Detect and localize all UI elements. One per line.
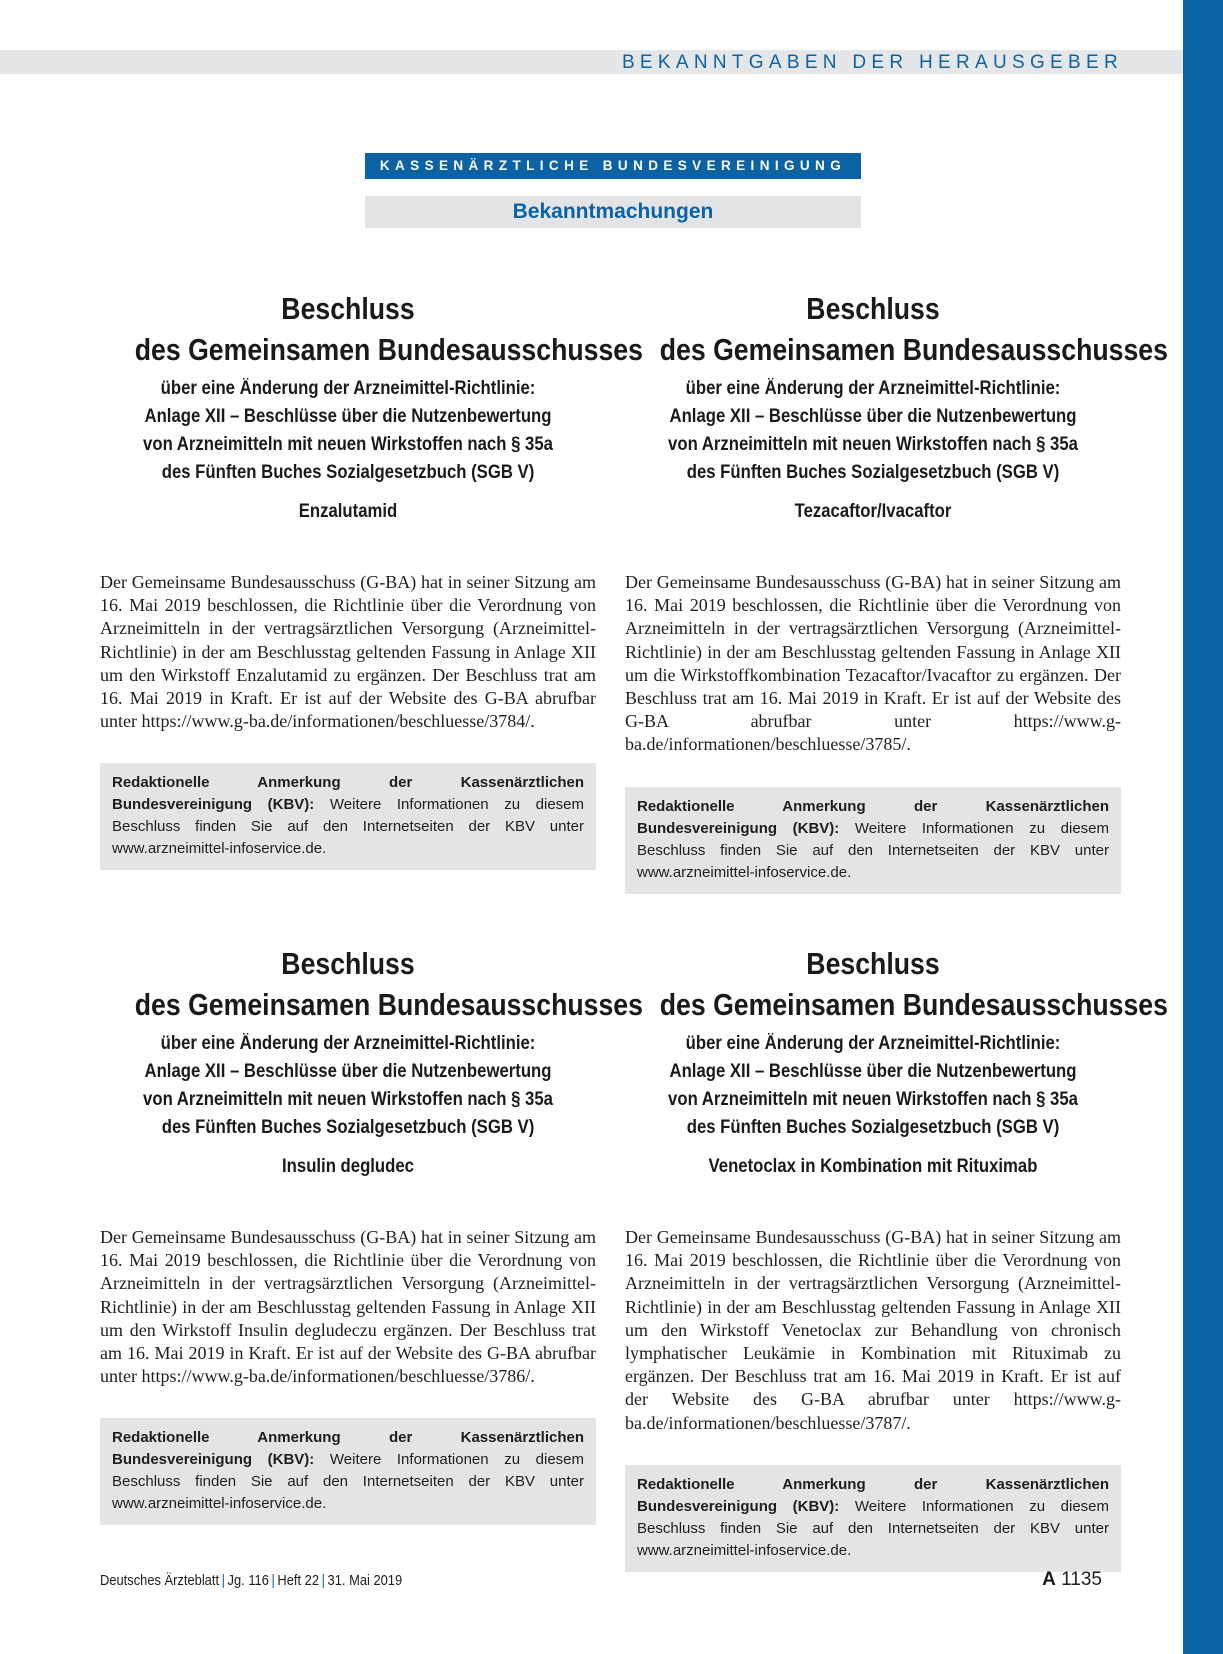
article-body: Der Gemeinsame Bundesausschuss (G-BA) hat in seiner Sitzung am 16. Mai 2019 beschlossen, die Richtlinie über die Verordnung von Arzneimitteln in der vertragsärztlichen Versorgung (Arzneimittel-Richtlinie) in der am Beschlusstag geltenden Fassung in Anlage XII um den Wirkstoff Insulin degludeczu ergänzen. Der Beschluss trat am 16. Mai 2019 in Kraft. Er ist auf der Website des G-BA abrufbar unter https://www.g-ba.de/informationen/beschluesse/3786/. (100, 1227, 596, 1387)
drug-name: Venetoclax in Kombination mit Rituximab (708, 1156, 1038, 1177)
editorial-note-lead: Redaktionelle Anmerkung der Kassenärztlichen Bundesvereinigung (KBV): (112, 774, 584, 814)
editorial-note-text: Weitere Informationen zu diesem Beschluss finden Sie auf den Internetseiten der KBV unter www.arzneimittel-infoservice.de. (112, 1451, 585, 1513)
drug-name: Insulin degludec (282, 1156, 414, 1177)
article-body: Der Gemeinsame Bundesausschuss (G-BA) hat in seiner Sitzung am 16. Mai 2019 beschlossen, die Richtlinie über die Verordnung von Arzneimitteln in der vertragsärztlichen Versorgung (Arzneimittel-Richtlinie) in der am Beschlusstag geltenden Fassung in Anlage XII um den Wirkstoff Enzalutamid zu ergänzen. Der Beschluss trat am 16. Mai 2019 in Kraft. Er ist auf der Website des G-BA abrufbar unter https://www.g-ba.de/informationen/beschluesse/3784/. (100, 572, 596, 732)
footer-citation (100, 1572, 402, 1589)
journal-issue: Heft 22 (277, 1572, 320, 1589)
article-subtitle-line: über eine Änderung der Arzneimittel-Richtlinie: (685, 378, 1061, 399)
article-subtitle-line: des Fünften Buches Sozialgesetzbuch (SGB V) (161, 462, 535, 483)
announcement-article (625, 288, 1168, 894)
drug-name: Enzalutamid (298, 501, 398, 522)
editorial-note (100, 1418, 596, 1525)
article-subtitle-line: des Fünften Buches Sozialgesetzbuch (SGB V) (686, 1117, 1060, 1138)
announcement-article (100, 288, 643, 870)
page-number (1042, 1569, 1102, 1591)
editorial-note (100, 763, 596, 870)
editorial-note (625, 1465, 1121, 1572)
footer-separator: | (271, 1572, 275, 1589)
article-subtitle-line: von Arzneimitteln mit neuen Wirkstoffen nach § 35a (143, 1089, 553, 1110)
category-banner: Bekanntmachungen (365, 196, 861, 228)
page-prefix: A (1042, 1569, 1056, 1590)
journal-date: 31. Mai 2019 (327, 1572, 403, 1589)
article-title-line: Beschluss (806, 291, 940, 326)
editorial-note (625, 787, 1121, 894)
article-title-line: des Gemeinsamen Bundesausschusses (659, 987, 1168, 1022)
article-subtitle-line: über eine Änderung der Arzneimittel-Richtlinie: (160, 1033, 536, 1054)
announcement-article (100, 943, 643, 1525)
journal-name: Deutsches Ärzteblatt (100, 1572, 220, 1589)
footer-separator: | (321, 1572, 325, 1589)
article-subtitle-line: von Arzneimitteln mit neuen Wirkstoffen nach § 35a (668, 434, 1078, 455)
article-subtitle-line: Anlage XII – Beschlüsse über die Nutzenbewertung (144, 406, 552, 427)
organization-banner: KASSENÄRZTLICHE BUNDESVEREINIGUNG (365, 153, 861, 179)
editorial-note-text: Weitere Informationen zu diesem Beschluss finden Sie auf den Internetseiten der KBV unter www.arzneimittel-infoservice.de. (112, 796, 585, 858)
article-body: Der Gemeinsame Bundesausschuss (G-BA) hat in seiner Sitzung am 16. Mai 2019 beschlossen, die Richtlinie über die Verordnung von Arzneimitteln in der vertragsärztlichen Versorgung (Arzneimittel-Richtlinie) in der am Beschlusstag geltenden Fassung in Anlage XII um die Wirkstoffkombination Tezacaftor/Ivacaftor zu ergänzen. Der Beschluss trat am 16. Mai 2019 in Kraft. Er ist auf der Website des G-BA abrufbar unter https://www.g-ba.de/informationen/beschluesse/3785/. (625, 572, 1121, 755)
editorial-note-lead: Redaktionelle Anmerkung der Kassenärztlichen Bundesvereinigung (KBV): (637, 1475, 1109, 1515)
article-subtitle-line: von Arzneimitteln mit neuen Wirkstoffen nach § 35a (668, 1089, 1078, 1110)
article-subtitle-line: über eine Änderung der Arzneimittel-Richtlinie: (685, 1033, 1061, 1054)
announcement-article (625, 943, 1168, 1572)
article-body: Der Gemeinsame Bundesausschuss (G-BA) hat in seiner Sitzung am 16. Mai 2019 beschlossen, die Richtlinie über die Verordnung von Arzneimitteln in der vertragsärztlichen Versorgung (Arzneimittel-Richtlinie) in der am Beschlusstag geltenden Fassung in Anlage XII um den Wirkstoff Venetoclax zur Behandlung von chronisch lymphatischer Leukämie in Kombination mit Rituximab zu ergänzen. Der Beschluss trat am 16. Mai 2019 in Kraft. Er ist auf der Website des G-BA abrufbar unter https://www.g-ba.de/informationen/beschluesse/3787/. (625, 1227, 1121, 1433)
editorial-note-text: Weitere Informationen zu diesem Beschluss finden Sie auf den Internetseiten der KBV unter www.arzneimittel-infoservice.de. (637, 819, 1110, 881)
article-subtitle-line: über eine Änderung der Arzneimittel-Richtlinie: (160, 378, 536, 399)
drug-name: Tezacaftor/Ivacaftor (794, 501, 952, 522)
editorial-note-lead: Redaktionelle Anmerkung der Kassenärztlichen Bundesvereinigung (KBV): (637, 797, 1109, 837)
article-title-line: des Gemeinsamen Bundesausschusses (659, 332, 1168, 367)
journal-volume: Jg. 116 (227, 1572, 269, 1589)
article-subtitle-line: von Arzneimitteln mit neuen Wirkstoffen nach § 35a (143, 434, 553, 455)
editorial-note-text: Weitere Informationen zu diesem Beschluss finden Sie auf den Internetseiten der KBV unter www.arzneimittel-infoservice.de. (637, 1497, 1110, 1559)
editorial-note-lead: Redaktionelle Anmerkung der Kassenärztlichen Bundesvereinigung (KBV): (112, 1429, 584, 1469)
article-title-line: Beschluss (281, 291, 415, 326)
footer-separator: | (221, 1572, 225, 1589)
article-title-line: Beschluss (281, 946, 415, 981)
article-title-line: des Gemeinsamen Bundesausschusses (134, 987, 643, 1022)
article-title-line: Beschluss (806, 946, 940, 981)
side-color-bar (1183, 0, 1223, 1654)
article-subtitle-line: des Fünften Buches Sozialgesetzbuch (SGB V) (161, 1117, 535, 1138)
article-subtitle-line: Anlage XII – Beschlüsse über die Nutzenbewertung (144, 1061, 552, 1082)
article-subtitle-line: Anlage XII – Beschlüsse über die Nutzenbewertung (669, 1061, 1077, 1082)
page-number-value: 1135 (1061, 1569, 1102, 1590)
article-title-line: des Gemeinsamen Bundesausschusses (134, 332, 643, 367)
section-title: BEKANNTGABEN DER HERAUSGEBER (621, 52, 1123, 73)
article-subtitle-line: des Fünften Buches Sozialgesetzbuch (SGB V) (686, 462, 1060, 483)
article-subtitle-line: Anlage XII – Beschlüsse über die Nutzenbewertung (669, 406, 1077, 427)
